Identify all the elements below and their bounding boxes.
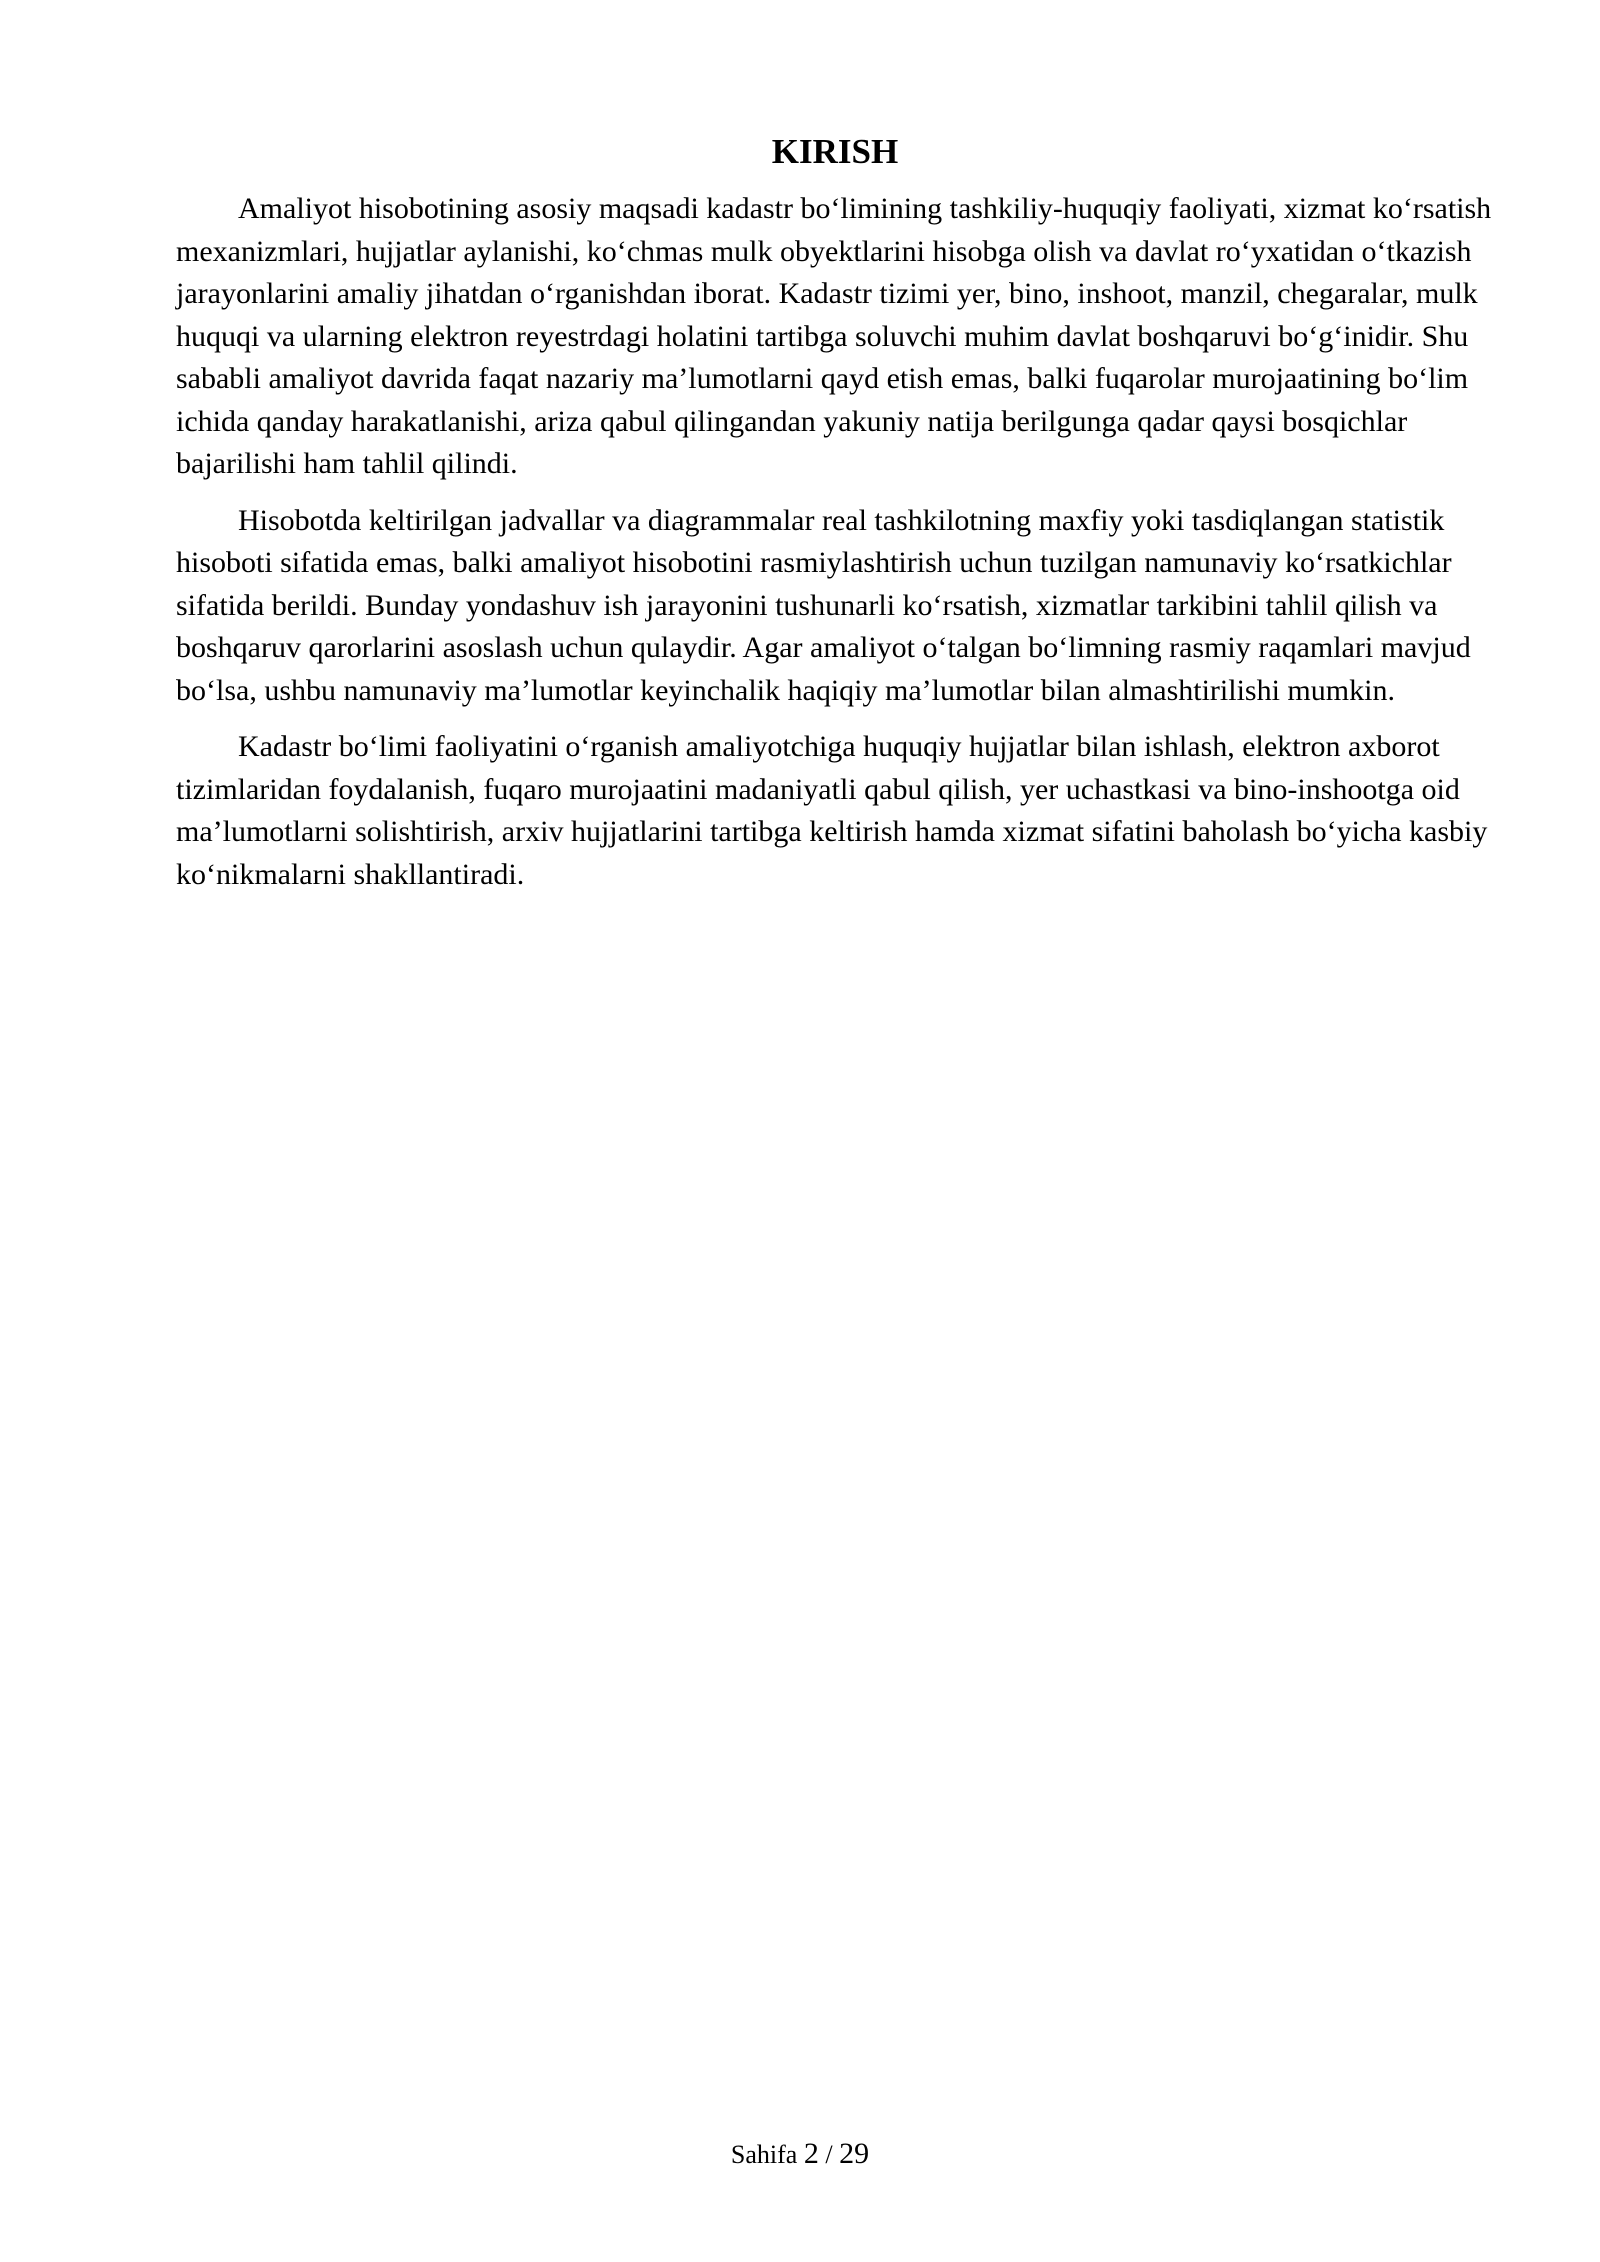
page-separator: / [825,2140,833,2169]
page-label: Sahifa [730,2140,798,2169]
total-pages: 29 [839,2137,870,2170]
page-footer [0,2136,1600,2173]
page-content [176,128,1494,910]
section-heading: KIRISH [771,132,899,171]
paragraph-3: Kadastr bo‘limi faoliyatini o‘rganish amaliyotchiga huquqiy hujjatlar bilan ishlash, elektron axborot tizimlaridan foydalanish, fuqaro murojaatini madaniyatli qabul qilish, yer uchastkasi va bino-inshootga oid ma’lumotlarni solishtirish, arxiv hujjatlarini tartibga keltirish hamda xizmat sifatini baholash bo‘yicha kasbiy ko‘nikmalarni shakllantiradi. [176,730,1488,891]
paragraph-2: Hisobotda keltirilgan jadvallar va diagrammalar real tashkilotning maxfiy yoki tasdiqlangan statistik hisoboti sifatida emas, balki amaliyot hisobotini rasmiylashtirish uchun tuzilgan namunaviy ko‘rsatkichlar sifatida berildi. Bunday yondashuv ish jarayonini tushunarli ko‘rsatish, xizmatlar tarkibini tahlil qilish va boshqaruv qarorlarini asoslash uchun qulaydir. Agar amaliyot o‘talgan bo‘limning rasmiy raqamlari mavjud bo‘lsa, ushbu namunaviy ma’lumotlar keyinchalik haqiqiy ma’lumotlar bilan almashtirilishi mumkin. [176,503,1471,707]
current-page-number: 2 [803,2137,819,2170]
paragraph-1: Amaliyot hisobotining asosiy maqsadi kadastr bo‘limining tashkiliy-huquqiy faoliyati, xizmat ko‘rsatish mexanizmlari, hujjatlar aylanishi, ko‘chmas mulk obyektlarini hisobga olish va davlat ro‘yxatidan o‘tkazish jarayonlarini amaliy jihatdan o‘rganishdan iborat. Kadastr tizimi yer, bino, inshoot, manzil, chegaralar, mulk huquqi va ularning elektron reyestrdagi holatini tartibga soluvchi muhim davlat boshqaruvi bo‘g‘inidir. Shu sababli amaliyot davrida faqat nazariy ma’lumotlarni qayd etish emas, balki fuqarolar murojaatining bo‘lim ichida qanday harakatlanishi, ariza qabul qilingandan yakuniy natija berilgunga qadar qaysi bosqichlar bajarilishi ham tahlil qilindi. [176,192,1492,480]
